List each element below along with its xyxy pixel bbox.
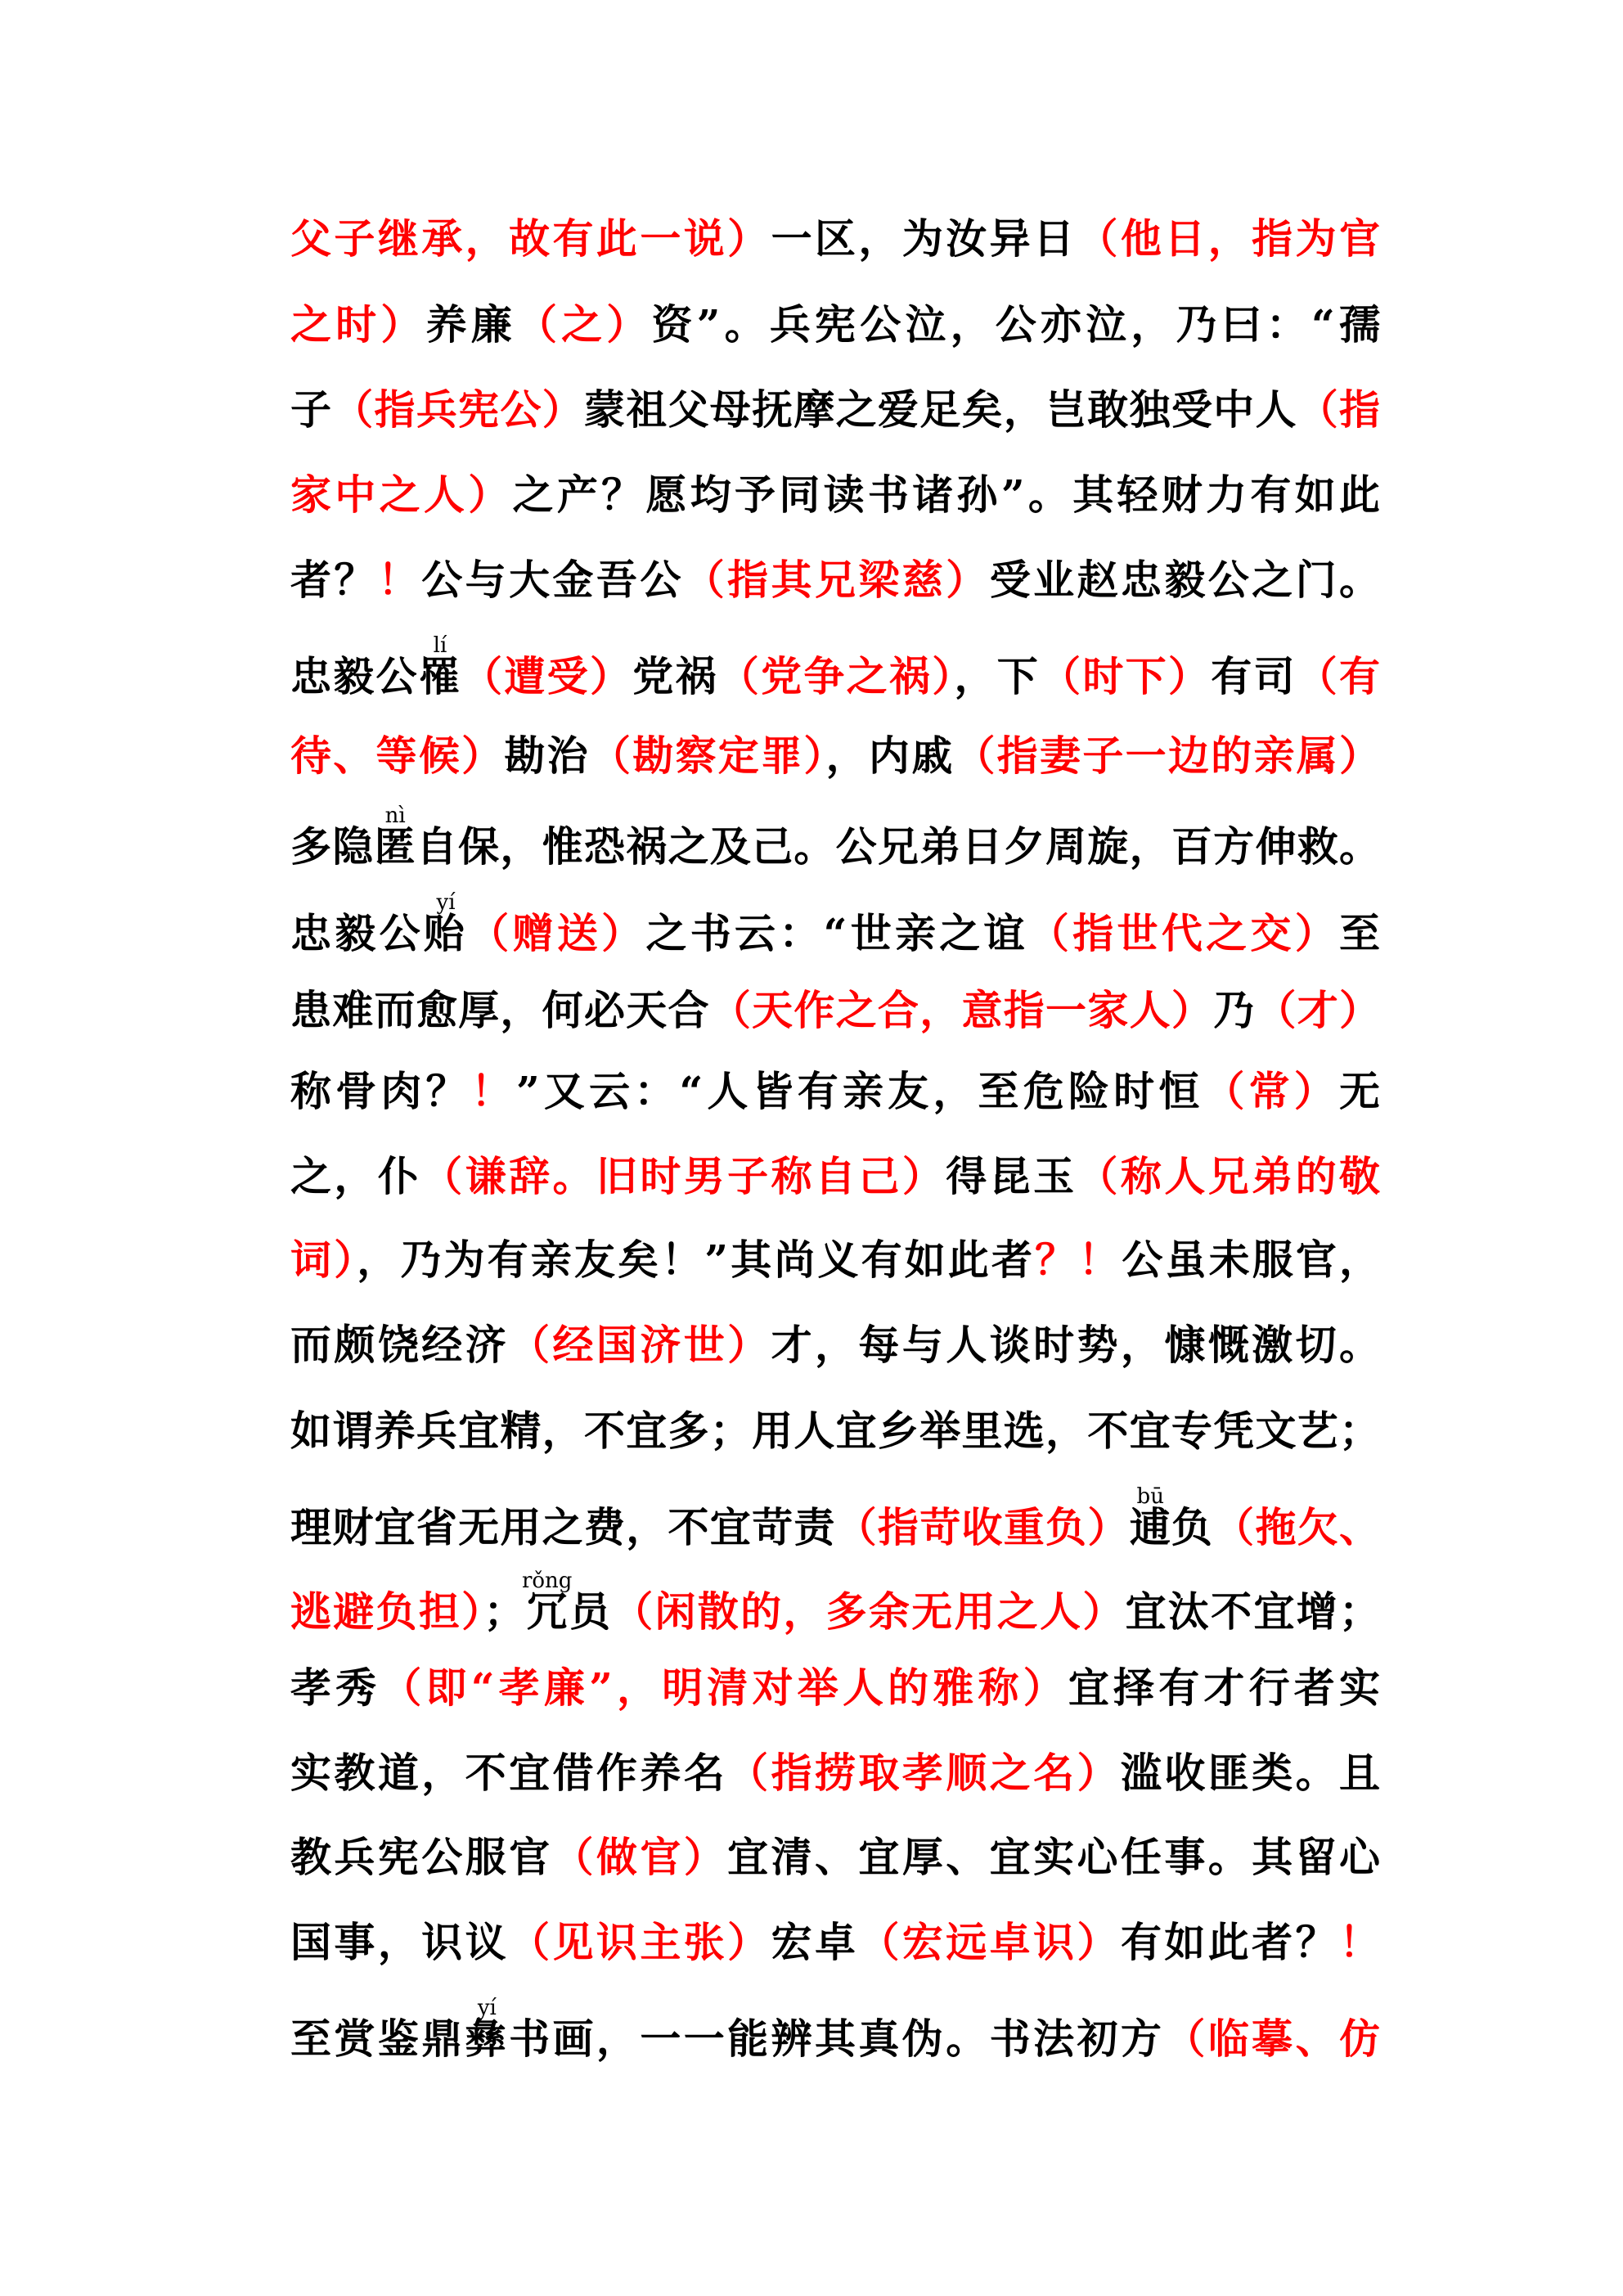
pinyin-annotated-char xyxy=(465,1995,510,2063)
annotation-text: （有 xyxy=(1296,652,1380,700)
text-line xyxy=(290,1625,1380,1715)
ruby-base-char: 冗 xyxy=(524,1587,569,1636)
body-text: 书画，一一能辨其真伪。书法初方 xyxy=(509,2015,1165,2063)
body-text: 受业赵忠毅公之门。 xyxy=(989,556,1380,604)
text-line xyxy=(290,262,1380,352)
body-text: 一区，为汝异日 xyxy=(771,214,1077,263)
pinyin: rǒng xyxy=(521,1568,573,1593)
body-text: 理财宜省无用之费，不宜苛责 xyxy=(290,1503,836,1551)
annotation-text: 父子继承，故有此一说） xyxy=(290,214,771,263)
body-text: 多隐 xyxy=(290,822,375,871)
body-text: 宜清、宜厚、宜实心任事。其留心 xyxy=(727,1833,1380,1881)
annotation-text: （指妻子一边的亲属） xyxy=(954,732,1380,780)
annotation-text: （勘察定罪） xyxy=(589,732,826,780)
pinyin: nì xyxy=(384,803,406,828)
pinyin-annotated-char xyxy=(1129,1483,1171,1551)
body-text: 公与大金吾公 xyxy=(421,556,684,604)
annotation-text: （才） xyxy=(1255,986,1380,1034)
body-text: 之，仆 xyxy=(290,1152,422,1200)
annotation-text: （指兵宪公） xyxy=(332,385,584,434)
body-text: 而颇饶经济 xyxy=(290,1321,510,1369)
body-text: ，下 xyxy=(954,652,1041,700)
text-line xyxy=(290,1976,1380,2066)
ruby-base-char: 罹 xyxy=(418,652,462,700)
body-text: 蒙祖父母抚摩之爱足矣，岂敢独受中人 xyxy=(583,385,1297,434)
annotation-text: 词） xyxy=(290,1236,357,1284)
annotation-text: （赠送） xyxy=(468,909,646,957)
ruby-base-char: 逋 xyxy=(1129,1503,1171,1551)
text-line xyxy=(290,1710,1380,1800)
annotation-text: （即“孝廉”，明清对举人的雅称） xyxy=(380,1663,1068,1712)
body-text: ”又云：“人皆有亲友，至危险时恒 xyxy=(515,1067,1204,1115)
body-text: 孝秀 xyxy=(290,1663,381,1712)
pinyin-annotated-char xyxy=(374,803,416,871)
body-text: 负 xyxy=(1171,1503,1214,1551)
text-line xyxy=(290,1465,1380,1555)
text-line xyxy=(290,1880,1380,1970)
body-text: 无 xyxy=(1339,1067,1380,1115)
annotation-text: （做官） xyxy=(552,1833,728,1881)
annotation-text: （指捞取孝顺之名） xyxy=(727,1749,1121,1797)
annotation-text: 之时） xyxy=(290,300,426,349)
annotation-text: 家中之人） xyxy=(290,470,513,519)
body-text: 滥收匪类。且 xyxy=(1120,1749,1380,1797)
annotation-text: （指世代之交） xyxy=(1027,909,1340,957)
annotation-text: （经国济世） xyxy=(509,1321,771,1369)
annotation-text: （常） xyxy=(1203,1067,1339,1115)
body-text: 有如此者？ xyxy=(1120,1918,1340,1966)
body-text: 子 xyxy=(290,385,333,434)
pinyin: yí xyxy=(436,889,456,915)
body-text: 实教道，不宜借作养名 xyxy=(290,1749,728,1797)
body-text: 资”。兵宪公泣，公亦泣，乃曰：“孺 xyxy=(651,300,1380,349)
body-text: 得昆玉 xyxy=(946,1152,1077,1200)
body-text: 至 xyxy=(1339,909,1380,957)
body-text: 国事，识议 xyxy=(290,1918,510,1966)
body-text: 乃 xyxy=(1213,986,1256,1034)
annotation-text: ！ xyxy=(377,556,422,604)
annotation-text: 逃避负担） xyxy=(290,1587,484,1636)
pinyin: lí xyxy=(433,633,447,658)
body-text: 党祸 xyxy=(632,652,718,700)
annotation-text: （党争之祸） xyxy=(717,652,955,700)
annotation-text: ！ xyxy=(470,1067,516,1115)
annotation-text: （见识主张） xyxy=(509,1918,771,1966)
text-line xyxy=(290,347,1380,437)
annotation-text: （拖欠、 xyxy=(1213,1503,1380,1551)
body-text: 养廉 xyxy=(425,300,516,349)
annotation-text: （谦辞。旧时男子称自己） xyxy=(421,1152,946,1200)
annotation-text: （闲散的，多余无用之人） xyxy=(612,1587,1126,1636)
ruby-base-char: 彝 xyxy=(465,2015,510,2063)
body-text: 之书云：“世亲之谊 xyxy=(645,909,1028,957)
body-text: 者？ xyxy=(290,556,378,604)
text-line xyxy=(290,1282,1380,1372)
text-line xyxy=(290,1197,1380,1287)
annotation-text: ？！ xyxy=(1035,1236,1122,1284)
body-text: 公虽未服官， xyxy=(1122,1236,1380,1284)
body-text: 教兵宪公服官 xyxy=(290,1833,553,1881)
body-text: 如谓养兵宜精，不宜多；用人宜乡举里选，不宜专凭文艺； xyxy=(290,1407,1380,1455)
text-line xyxy=(290,1029,1380,1119)
body-text: 忠毅公 xyxy=(290,652,419,700)
text-line xyxy=(290,432,1380,522)
ruby-base-char: 贻 xyxy=(423,909,469,957)
body-text: 至赏鉴鼎 xyxy=(290,2015,465,2063)
body-text: 勘治 xyxy=(504,732,590,780)
text-line xyxy=(290,614,1380,704)
body-text: ，乃为有亲友矣！”其尚义有如此者 xyxy=(357,1236,1036,1284)
annotation-text: （他日，指为官 xyxy=(1077,214,1380,263)
body-text: 之产？愿均予同读书诸孙”。其轻财力有如此 xyxy=(512,470,1380,519)
text-line xyxy=(290,517,1380,607)
body-text: 自保，惟恐祸之及己。公兄弟日夕周旋，百方伸救。 xyxy=(416,822,1380,871)
annotation-text: （宏远卓识） xyxy=(858,1918,1121,1966)
annotation-text: （之） xyxy=(515,300,652,349)
annotation-text: （临摹、仿 xyxy=(1164,2015,1380,2063)
annotation-text: （遭受） xyxy=(461,652,633,700)
body-text: 宜择有才行者实 xyxy=(1068,1663,1380,1712)
annotation-text: （指其兄梁慈） xyxy=(683,556,990,604)
annotation-text: （时下） xyxy=(1040,652,1212,700)
annotation-text: ！ xyxy=(1339,1918,1380,1966)
body-text: 忠毅公 xyxy=(290,909,424,957)
text-line xyxy=(290,948,1380,1038)
body-text: 宜汰不宜增； xyxy=(1125,1587,1380,1636)
text-line xyxy=(290,1368,1380,1458)
ruby-base-char: 匿 xyxy=(374,822,416,871)
body-text: ，内戚 xyxy=(825,732,955,780)
pinyin: bū xyxy=(1136,1483,1164,1509)
text-line xyxy=(290,784,1380,874)
annotation-text: （指苛收重负） xyxy=(835,1503,1130,1551)
body-text: 患难而愈厚，何必天合 xyxy=(290,986,710,1034)
body-text: ； xyxy=(483,1587,525,1636)
text-line xyxy=(290,1114,1380,1204)
pinyin: yí xyxy=(477,1995,497,2020)
text-line xyxy=(290,693,1380,783)
body-text: 有司 xyxy=(1211,652,1297,700)
annotation-text: 待、等候） xyxy=(290,732,505,780)
annotation-text: （天作之合，意指一家人） xyxy=(709,986,1214,1034)
annotation-text: （称人兄弟的敬 xyxy=(1077,1152,1380,1200)
text-line xyxy=(290,176,1380,266)
body-text: 才，每与人谈时势，慷慨激切。 xyxy=(771,1321,1380,1369)
text-line xyxy=(290,1794,1380,1884)
body-text: 员 xyxy=(569,1587,613,1636)
body-text: 宏卓 xyxy=(771,1918,859,1966)
annotation-text: （指 xyxy=(1297,385,1380,434)
body-text: 称骨肉？ xyxy=(290,1067,471,1115)
